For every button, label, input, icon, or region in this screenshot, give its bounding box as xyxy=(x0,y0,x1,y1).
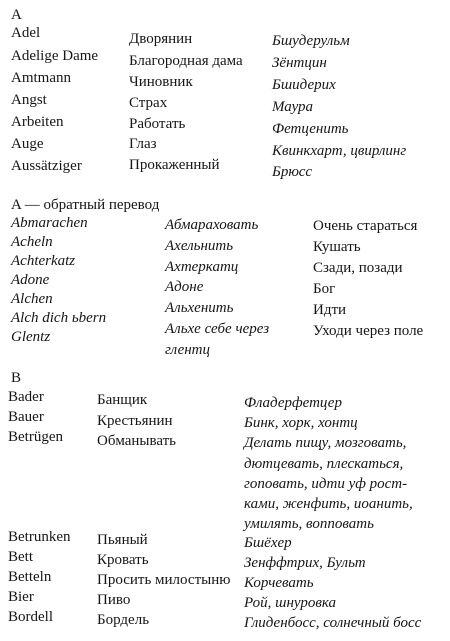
russian-word: Сзади, позади xyxy=(313,260,403,276)
jargon-word: ками, женфить, иоанить, xyxy=(244,496,413,512)
russian-word: Глаз xyxy=(129,136,157,152)
jargon-word: Зёнтцин xyxy=(272,55,327,71)
russian-word: Кровать xyxy=(97,552,149,568)
translit-word: Альхе себе через xyxy=(165,321,270,337)
russian-word: Бог xyxy=(313,281,336,297)
jargon-word: Брюсс xyxy=(272,164,313,180)
jargon-word: Abmarachen xyxy=(11,215,88,231)
jargon-word: Зенффтрих, Бульт xyxy=(244,555,366,571)
german-word: Bordell xyxy=(8,609,53,625)
section-a-reverse-heading: A — обратный перевод xyxy=(11,197,160,213)
jargon-word: Делать пищу, мозговать, xyxy=(244,435,407,451)
jargon-word: Glentz xyxy=(11,329,51,345)
german-word: Arbeiten xyxy=(11,114,64,130)
russian-word: Чиновник xyxy=(129,74,193,90)
russian-word: Очень стараться xyxy=(313,218,418,234)
german-word: Angst xyxy=(11,92,47,108)
german-word: Aussätziger xyxy=(11,158,82,174)
translit-word: глентц xyxy=(165,342,210,358)
jargon-word: умилять, вопповать xyxy=(244,516,374,532)
russian-word: Бордель xyxy=(97,612,150,628)
german-word: Bauer xyxy=(8,409,44,425)
jargon-word: Глиденбосс, солнечный босс xyxy=(244,615,422,631)
russian-word: Прокаженный xyxy=(129,157,220,173)
jargon-word: Корчевать xyxy=(244,575,314,591)
german-word: Betrügen xyxy=(8,429,63,445)
jargon-word: Маура xyxy=(272,99,314,115)
russian-word: Банщик xyxy=(97,392,148,408)
russian-word: Дворянин xyxy=(129,31,193,47)
russian-word: Обманывать xyxy=(97,433,177,449)
jargon-word: дютцевать, плескаться, xyxy=(244,456,404,472)
german-word: Amtmann xyxy=(11,70,71,86)
russian-word: Пьяный xyxy=(97,532,148,548)
russian-word: Идти xyxy=(313,302,347,318)
jargon-word: Adone xyxy=(11,272,50,288)
jargon-word: Фетценить xyxy=(272,121,349,137)
jargon-word: Бшёхер xyxy=(244,535,292,551)
jargon-word: Фладерфетцер xyxy=(244,395,342,411)
german-word: Bader xyxy=(8,389,44,405)
russian-word: Уходи через поле xyxy=(313,323,424,339)
german-word: Adel xyxy=(11,25,41,41)
russian-word: Кушать xyxy=(313,239,361,255)
jargon-word: Бшудерульм xyxy=(272,33,350,49)
jargon-word: Alchen xyxy=(11,291,53,307)
russian-word: Благородная дама xyxy=(129,53,243,69)
jargon-word: Квинкхарт, цвирлинг xyxy=(272,143,407,159)
russian-word: Крестьянин xyxy=(97,413,173,429)
german-word: Auge xyxy=(11,136,44,152)
jargon-word: Alch dich ьbern xyxy=(11,310,107,326)
russian-word: Работать xyxy=(129,116,186,132)
german-word: Betrunken xyxy=(8,529,71,545)
jargon-word: Acheln xyxy=(11,234,53,250)
jargon-word: гоповать, идти уф рост- xyxy=(244,476,408,492)
jargon-word: Рой, шнуровка xyxy=(244,595,336,611)
translit-word: Ахельнить xyxy=(165,238,234,254)
jargon-word: Achterkatz xyxy=(11,253,76,269)
russian-word: Просить милостыню xyxy=(97,572,231,588)
german-word: Bier xyxy=(8,589,34,605)
translit-word: Ахтеркатц xyxy=(165,259,239,275)
jargon-word: Бинк, хорк, хонтц xyxy=(244,415,358,431)
russian-word: Страх xyxy=(129,95,168,111)
russian-word: Пиво xyxy=(97,592,131,608)
jargon-word: Бшидерих xyxy=(272,77,336,93)
translit-word: Адоне xyxy=(165,279,204,295)
section-a-letter: A xyxy=(11,7,22,23)
translit-word: Альхенить xyxy=(165,300,234,316)
german-word: Bett xyxy=(8,549,33,565)
translit-word: Абмараховать xyxy=(165,217,259,233)
section-b-letter: B xyxy=(11,370,22,386)
german-word: Betteln xyxy=(8,569,52,585)
german-word: Adelige Dame xyxy=(11,48,99,64)
